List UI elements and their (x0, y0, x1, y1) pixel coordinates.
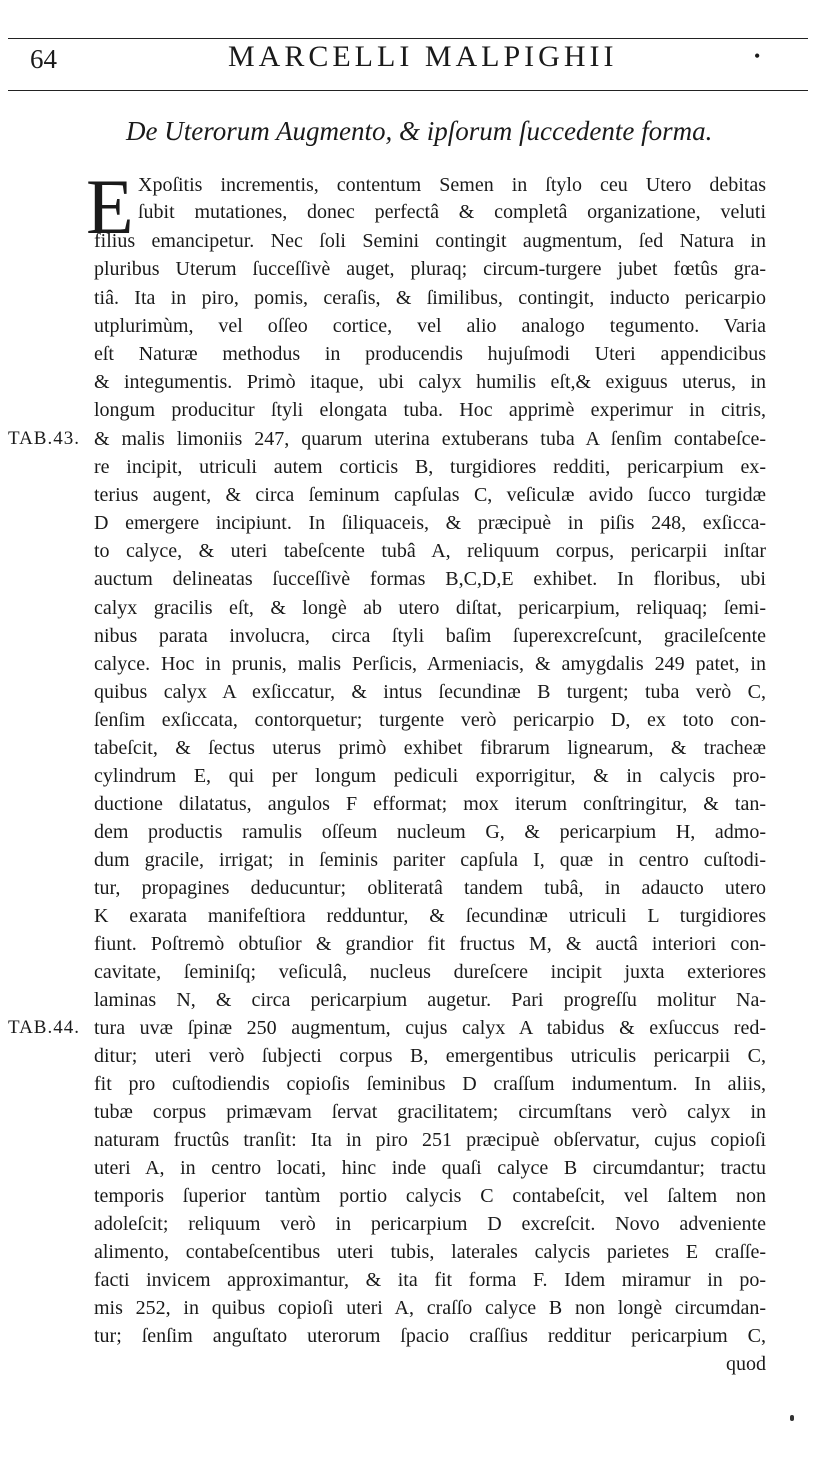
text-line: tur, propagines deducuntur; obliteratâ tandem tubâ, in adaucto utero (94, 877, 766, 899)
text-line: K exarata manifeſtiora redduntur, & ſecundinæ utriculi L turgidiores (94, 905, 766, 927)
page-number: 64 (30, 44, 57, 74)
text-line: alimento, contabeſcentibus uteri tubis, laterales calycis parietes E craſſe- (94, 1241, 766, 1263)
text-line: ſenſim exſiccata, contorquetur; turgente verò pericarpio D, ex toto con- (94, 709, 766, 731)
text-line: terius augent, & circa ſeminum capſulas C, veſiculæ avido ſucco turgidæ (94, 484, 766, 506)
text-line: & integumentis. Primò itaque, ubi calyx humilis eſt,& exiguus uterus, in (94, 371, 766, 393)
text-line: laminas N, & circa pericarpium augetur. Pari progreſſu molitur Na- (94, 989, 766, 1011)
text-line: cavitate, ſeminiſq; veſiculâ, nucleus dureſcere incipit juxta exteriores (94, 961, 766, 983)
text-line: tur; ſenſim anguſtato uterorum ſpacio craſſius redditur pericarpium C, (94, 1325, 766, 1347)
text-line: ſubit mutationes, donec perfectâ & completâ organizatione, veluti (138, 201, 766, 223)
text-line: tiâ. Ita in piro, pomis, ceraſis, & ſimilibus, contingit, inducto pericarpio (94, 287, 766, 309)
text-line: ditur; uteri verò ſubjecti corpus B, emergentibus utriculis pericarpii C, (94, 1045, 766, 1067)
header-rule-top (8, 38, 808, 39)
text-line: to calyce, & uteri tabeſcente tubâ A, reliquum corpus, pericarpii inſtar (94, 540, 766, 562)
text-line: re incipit, utriculi autem corticis B, turgidiores redditi, pericarpium ex- (94, 456, 766, 478)
text-line: ductione dilatatus, angulos F efformat; mox iterum conſtringitur, & tan- (94, 793, 766, 815)
text-line: temporis ſuperior tantùm portio calycis C contabeſcit, vel ſaltem non (94, 1185, 766, 1207)
margin-note-tab-44: TAB.44. (8, 1017, 80, 1038)
text-line: tura uvæ ſpinæ 250 augmentum, cujus calyx A tabidus & exſuccus red- (94, 1017, 766, 1039)
section-title: De Uterorum Augmento, & ipſorum ſuccedente forma. (126, 116, 713, 146)
text-line: quibus calyx A exſiccatur, & intus ſecundinæ B turgent; tuba verò C, (94, 681, 766, 703)
text-line: calyce. Hoc in prunis, malis Perſicis, Armeniacis, & amygdalis 249 patet, in (94, 653, 766, 675)
text-line: facti invicem approximantur, & ita fit forma F. Idem miramur in po- (94, 1269, 766, 1291)
text-line: eſt Naturæ methodus in producendis hujuſmodi Uteri appendicibus (94, 343, 766, 365)
text-line: tubæ corpus primævam ſervat gracilitatem; circumſtans verò calyx in (94, 1101, 766, 1123)
text-line: D emergere incipiunt. In ſiliquaceis, & præcipuè in piſis 248, exſicca- (94, 512, 766, 534)
text-line: dem productis ramulis oſſeum nucleum G, & pericarpium H, admo- (94, 821, 766, 843)
text-line: quod (726, 1353, 766, 1375)
corner-mark: • (754, 46, 761, 66)
paper-speck (790, 1415, 794, 1421)
text-line: utplurimùm, vel oſſeo cortice, vel alio analogo tegumento. Varia (94, 315, 766, 337)
text-line: calyx gracilis eſt, & longè ab utero diſtat, pericarpium, reliquaq; ſemi- (94, 597, 766, 619)
text-line: & malis limoniis 247, quarum uterina extuberans tuba A ſenſim contabeſce- (94, 428, 766, 450)
text-line: dum gracile, irrigat; in ſeminis pariter capſula I, quæ in centro cuſtodi- (94, 849, 766, 871)
header-rule-bottom (8, 90, 808, 91)
text-line: longum producitur ſtyli elongata tuba. Hoc apprimè experimur in citris, (94, 399, 766, 421)
text-line: uteri A, in centro locati, hinc inde quaſi calyce B circumdantur; tractu (94, 1157, 766, 1179)
text-line: Xpoſitis incrementis, contentum Semen in ſtylo ceu Utero debitas (138, 174, 766, 196)
margin-note-tab-43: TAB.43. (8, 428, 80, 449)
text-line: filius emancipetur. Nec ſoli Semini contingit augmentum, ſed Natura in (94, 230, 766, 252)
text-line: tabeſcit, & ſectus uterus primò exhibet fibrarum lignearum, & tracheæ (94, 737, 766, 759)
text-line: fiunt. Poſtremò obtuſior & grandior fit fructus M, & auctâ interiori con- (94, 933, 766, 955)
text-line: cylindrum E, qui per longum pediculi exporrigitur, & in calycis pro- (94, 765, 766, 787)
text-line: pluribus Uterum ſucceſſivè auget, pluraq; circum-turgere jubet fœtûs gra- (94, 258, 766, 280)
drop-cap: E (86, 163, 134, 250)
text-line: adoleſcit; reliquum verò in pericarpium D excreſcit. Novo adveniente (94, 1213, 766, 1235)
text-line: naturam fructûs tranſit: Ita in piro 251 præcipuè obſervatur, cujus copioſi (94, 1129, 766, 1151)
text-line: mis 252, in quibus copioſi uteri A, craſſo calyce B non longè circumdan- (94, 1297, 766, 1319)
text-line: nibus parata involucra, circa ſtyli baſim ſuperexcreſcunt, gracileſcente (94, 625, 766, 647)
text-line: fit pro cuſtodiendis copioſis ſeminibus D craſſum indumentum. In aliis, (94, 1073, 766, 1095)
text-line: auctum delineatas ſucceſſivè formas B,C,D,E exhibet. In floribus, ubi (94, 568, 766, 590)
running-head: MARCELLI MALPIGHII (228, 40, 618, 73)
